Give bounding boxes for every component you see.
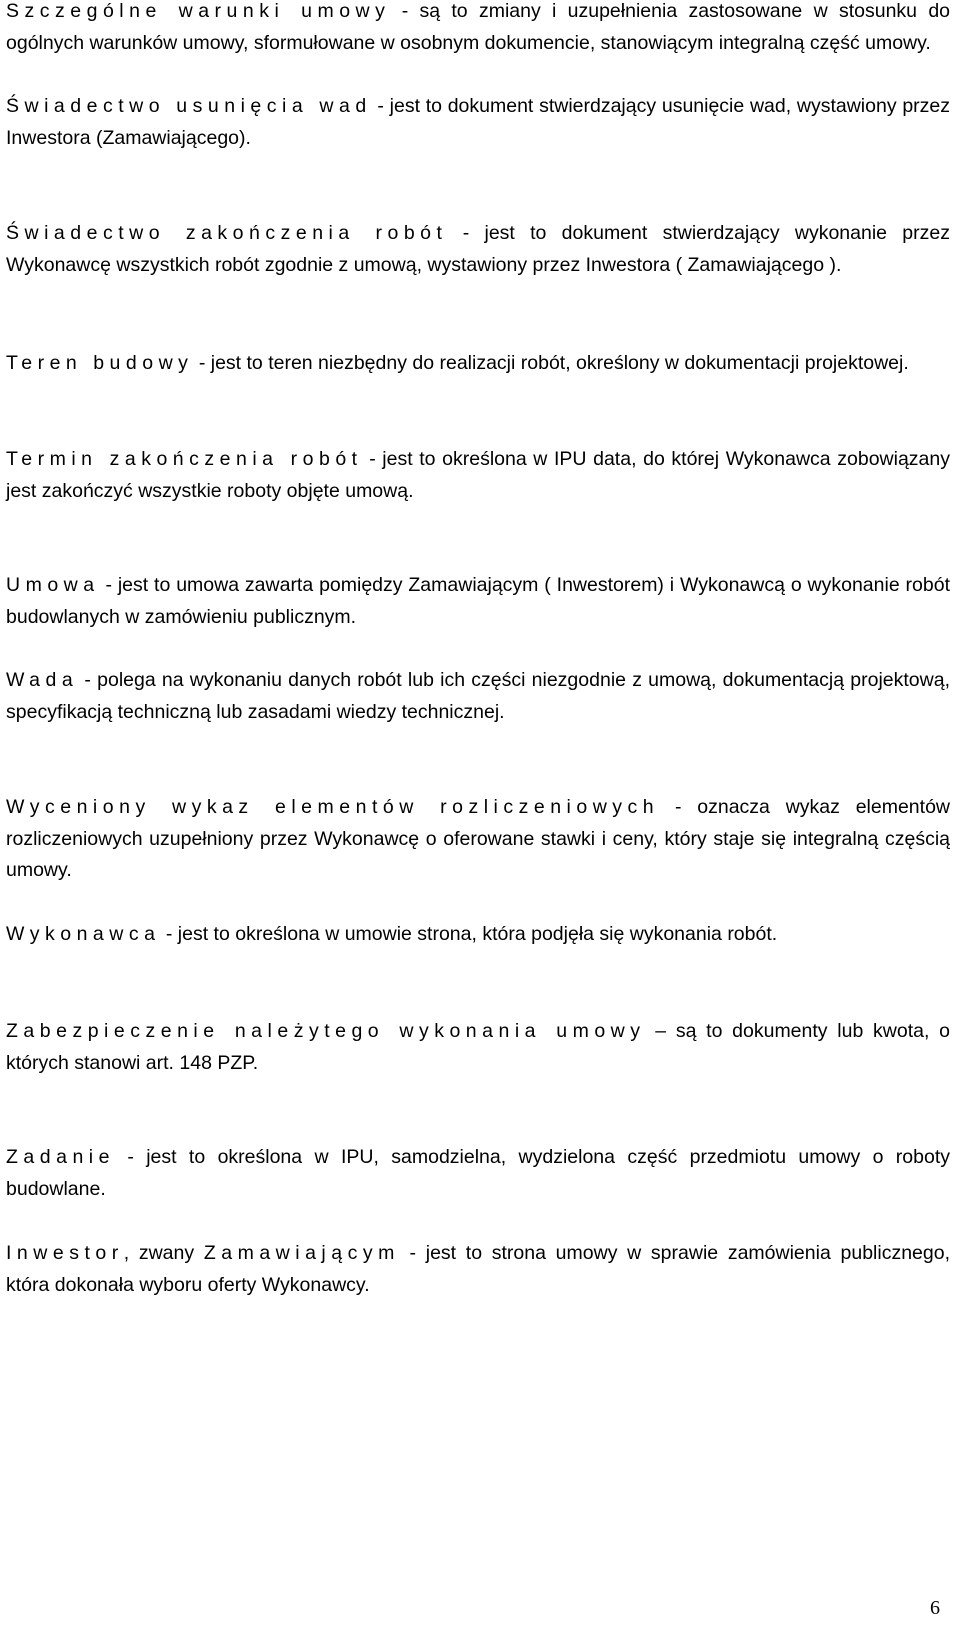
definition-text: - jest to określona w IPU data, do której Wykonawca zobowiązany jest zakończyć wszystkie roboty objęte umową. [6,448,950,502]
definition-term: Termin zakończenia robót [6,448,363,470]
definition-wykonawca [6,919,950,951]
definition-termin-zakonczenia-robot [6,444,950,507]
definition-term: Zadanie [6,1146,115,1168]
definition-wyceniony-wykaz [6,792,950,887]
definition-zadanie [6,1142,950,1205]
definition-text: - jest to dokument stwierdzający wykonanie przez Wykonawcę wszystkich robót zgodnie z umową, wystawiony przez Inwestora ( Zamawiającego ). [6,222,950,276]
definition-text: - są to zmiany i uzupełnienia zastosowane w stosunku do ogólnych warunków umowy, sformułowane w osobnym dokumencie, stanowiącym integralną część umowy. [6,0,951,54]
definition-text: - jest to dokument stwierdzający usunięcie wad, wystawiony przez Inwestora (Zamawiającego). [6,95,950,149]
definition-term: Świadectwo usunięcia wad [6,95,372,117]
definition-swiadectwo-usuniecia-wad [6,91,950,154]
definition-text: - polega na wykonaniu danych robót lub ich części niezgodnie z umową, dokumentacją projektową, specyfikacją techniczną lub zasadami wiedzy technicznej. [6,669,950,723]
definition-wada [6,665,950,728]
definition-term: Zabezpieczenie należytego wykonania umowy [6,1020,646,1042]
definition-inwestor [6,1238,950,1301]
definition-umowa [6,570,950,633]
definition-term: Wyceniony wykaz elementów rozliczeniowych [6,796,660,818]
definition-term-secondary: Zamawiającym [203,1242,400,1264]
definition-term: Wada [6,669,79,691]
definition-text: - jest to teren niezbędny do realizacji robót, określony w dokumentacji projektowej. [193,352,909,374]
definition-term: Wykonawca [6,923,161,945]
definition-text: - jest to określona w IPU, samodzielna, wydzielona część przedmiotu umowy o roboty budowlane. [6,1146,950,1200]
definition-teren-budowy [6,348,950,380]
definition-text: - jest to określona w umowie strona, która podjęła się wykonania robót. [160,923,778,945]
definition-text: – są to dokumenty lub kwota, o których stanowi art. 148 PZP. [6,1020,950,1074]
definition-text: , zwany [123,1242,204,1264]
definition-term: Szczególne warunki umowy [6,0,391,22]
definition-text-secondary: - jest to strona umowy w sprawie zamówienia publicznego, która dokonała wyboru oferty Wykonawcy. [6,1242,950,1296]
definition-zabezpieczenie [6,1016,950,1079]
definition-term: Umowa [6,574,100,596]
page-number: 6 [930,1597,940,1619]
definition-szczegolne-warunki-umowy [6,0,950,59]
definition-swiadectwo-zakonczenia-robot [6,218,950,281]
definition-term: Inwestor [6,1242,124,1264]
definition-text: - oznacza wykaz elementów rozliczeniowych uzupełniony przez Wykonawcę o oferowane stawki i ceny, który staje się integralną częścią umowy. [6,796,950,881]
definition-term: Teren budowy [6,352,194,374]
definition-term: Świadectwo zakończenia robót [6,222,448,244]
definition-text: - jest to umowa zawarta pomiędzy Zamawiającym ( Inwestorem) i Wykonawcą o wykonanie robót budowlanych w zamówieniu publicznym. [6,574,950,628]
